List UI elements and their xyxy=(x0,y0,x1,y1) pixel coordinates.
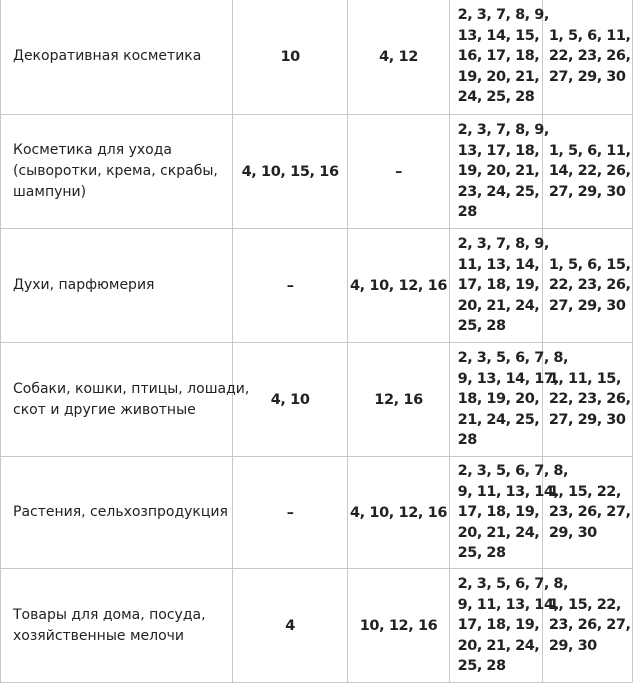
column-d-line: 29, 30 xyxy=(548,637,597,654)
column-a-cell: 10 xyxy=(232,0,347,115)
column-c-line: 13, 14, 15, xyxy=(457,27,540,44)
column-b-cell: 4, 12 xyxy=(348,0,449,115)
column-c-line: 2, 3, 7, 8, 9, xyxy=(457,7,549,24)
column-d-line: 1, 5, 6, 15, xyxy=(548,256,631,273)
category-name-line: Товары для дома, посуда, xyxy=(13,606,206,623)
table-row xyxy=(1,0,633,115)
column-d-line: 14, 22, 26, xyxy=(548,163,631,180)
column-c-line: 19, 20, 21, xyxy=(457,163,540,180)
column-d-line: 1, 15, 22, xyxy=(548,596,621,613)
column-c-line: 13, 17, 18, xyxy=(457,142,540,159)
table-row xyxy=(1,229,633,343)
column-c-cell xyxy=(449,343,568,457)
column-a-cell: 4, 10 xyxy=(232,343,347,457)
column-c-line: 17, 18, 19, xyxy=(457,504,540,521)
table-row xyxy=(1,569,633,683)
category-name-line: Духи, парфюмерия xyxy=(13,277,155,293)
column-c-cell xyxy=(449,569,568,683)
column-d-line: 22, 23, 26, xyxy=(548,277,631,294)
column-c-line: 20, 21, 24, xyxy=(457,297,540,314)
column-c-line: 2, 3, 5, 6, 7, 8, xyxy=(457,576,568,593)
category-name-line: Растения, сельхозпродукция xyxy=(13,504,228,520)
table-row xyxy=(1,457,633,569)
table-body xyxy=(1,0,633,683)
category-name-cell xyxy=(1,115,233,229)
column-c-cell xyxy=(449,229,549,343)
column-b-cell: 4, 10, 12, 16 xyxy=(348,229,449,343)
column-b-cell: 12, 16 xyxy=(348,343,449,457)
column-c-line: 21, 24, 25, xyxy=(457,411,540,428)
column-d-line: 27, 29, 30 xyxy=(548,411,626,428)
table-row xyxy=(1,115,633,229)
column-c-line: 17, 18, 19, xyxy=(457,277,540,294)
column-d-line: 1, 5, 6, 11, xyxy=(548,27,631,44)
column-b-cell: 10, 12, 16 xyxy=(348,569,449,683)
column-c-cell xyxy=(449,0,549,115)
column-a-cell: 4, 10, 15, 16 xyxy=(232,115,347,229)
column-c-line: 28 xyxy=(457,432,477,449)
column-b-cell: – xyxy=(348,115,449,229)
column-d-line: 1, 15, 22, xyxy=(548,483,621,500)
column-c-line: 11, 13, 14, xyxy=(457,256,540,273)
column-c-line: 20, 21, 24, xyxy=(457,637,540,654)
column-c-line: 9, 13, 14, 17, xyxy=(457,370,559,387)
column-c-line: 23, 24, 25, xyxy=(457,183,540,200)
column-d-cell xyxy=(542,0,632,115)
column-c-cell xyxy=(449,457,568,569)
category-name-line: Декоративная косметика xyxy=(13,48,202,64)
column-d-line: 22, 23, 26, xyxy=(548,391,631,408)
column-d-line: 27, 29, 30 xyxy=(548,68,626,85)
column-d-line: 29, 30 xyxy=(548,524,597,541)
column-d-line: 23, 26, 27, xyxy=(548,504,631,521)
column-c-line: 19, 20, 21, xyxy=(457,68,540,85)
category-name-line: Собаки, кошки, птицы, лошади, xyxy=(13,380,250,397)
column-c-line: 2, 3, 7, 8, 9, xyxy=(457,236,549,253)
column-c-line: 18, 19, 20, xyxy=(457,391,540,408)
category-name-line: Косметика для ухода xyxy=(13,142,173,158)
category-name-line: шампуни) xyxy=(13,184,87,200)
column-d-line: 27, 29, 30 xyxy=(548,297,626,314)
column-c-cell xyxy=(449,115,549,229)
table-row xyxy=(1,343,633,457)
category-name-cell xyxy=(1,457,233,569)
category-name-cell xyxy=(1,343,250,457)
column-c-line: 25, 28 xyxy=(457,318,506,335)
column-d-line: 22, 23, 26, xyxy=(548,48,631,65)
column-d-line: 1, 11, 15, xyxy=(548,370,621,387)
column-d-cell xyxy=(542,229,632,343)
column-d-line: 1, 5, 6, 11, xyxy=(548,142,631,159)
column-c-line: 24, 25, 28 xyxy=(457,89,535,106)
column-d-cell xyxy=(542,115,632,229)
column-c-line: 17, 18, 19, xyxy=(457,617,540,634)
category-name-cell xyxy=(1,0,233,115)
column-c-line: 25, 28 xyxy=(457,658,506,675)
column-c-line: 9, 11, 13, 14, xyxy=(457,596,559,613)
column-d-line: 23, 26, 27, xyxy=(548,617,631,634)
category-name-line: скот и другие животные xyxy=(13,401,196,418)
category-name-line: (сыворотки, крема, скрабы, xyxy=(13,163,218,179)
column-c-line: 2, 3, 7, 8, 9, xyxy=(457,122,549,139)
column-b-cell: 4, 10, 12, 16 xyxy=(348,457,449,569)
category-name-cell xyxy=(1,229,233,343)
column-c-line: 25, 28 xyxy=(457,545,506,562)
column-a-cell: – xyxy=(232,457,347,569)
column-d-line: 27, 29, 30 xyxy=(548,183,626,200)
column-a-cell: – xyxy=(232,229,347,343)
column-c-line: 16, 17, 18, xyxy=(457,48,540,65)
column-a-cell: 4 xyxy=(232,569,347,683)
column-c-line: 2, 3, 5, 6, 7, 8, xyxy=(457,463,568,480)
category-name-cell xyxy=(1,569,233,683)
column-c-line: 20, 21, 24, xyxy=(457,524,540,541)
column-c-line: 2, 3, 5, 6, 7, 8, xyxy=(457,350,568,367)
category-name-line: хозяйственные мелочи xyxy=(13,627,185,644)
column-c-line: 9, 11, 13, 14, xyxy=(457,483,559,500)
column-c-line: 28 xyxy=(457,204,477,221)
